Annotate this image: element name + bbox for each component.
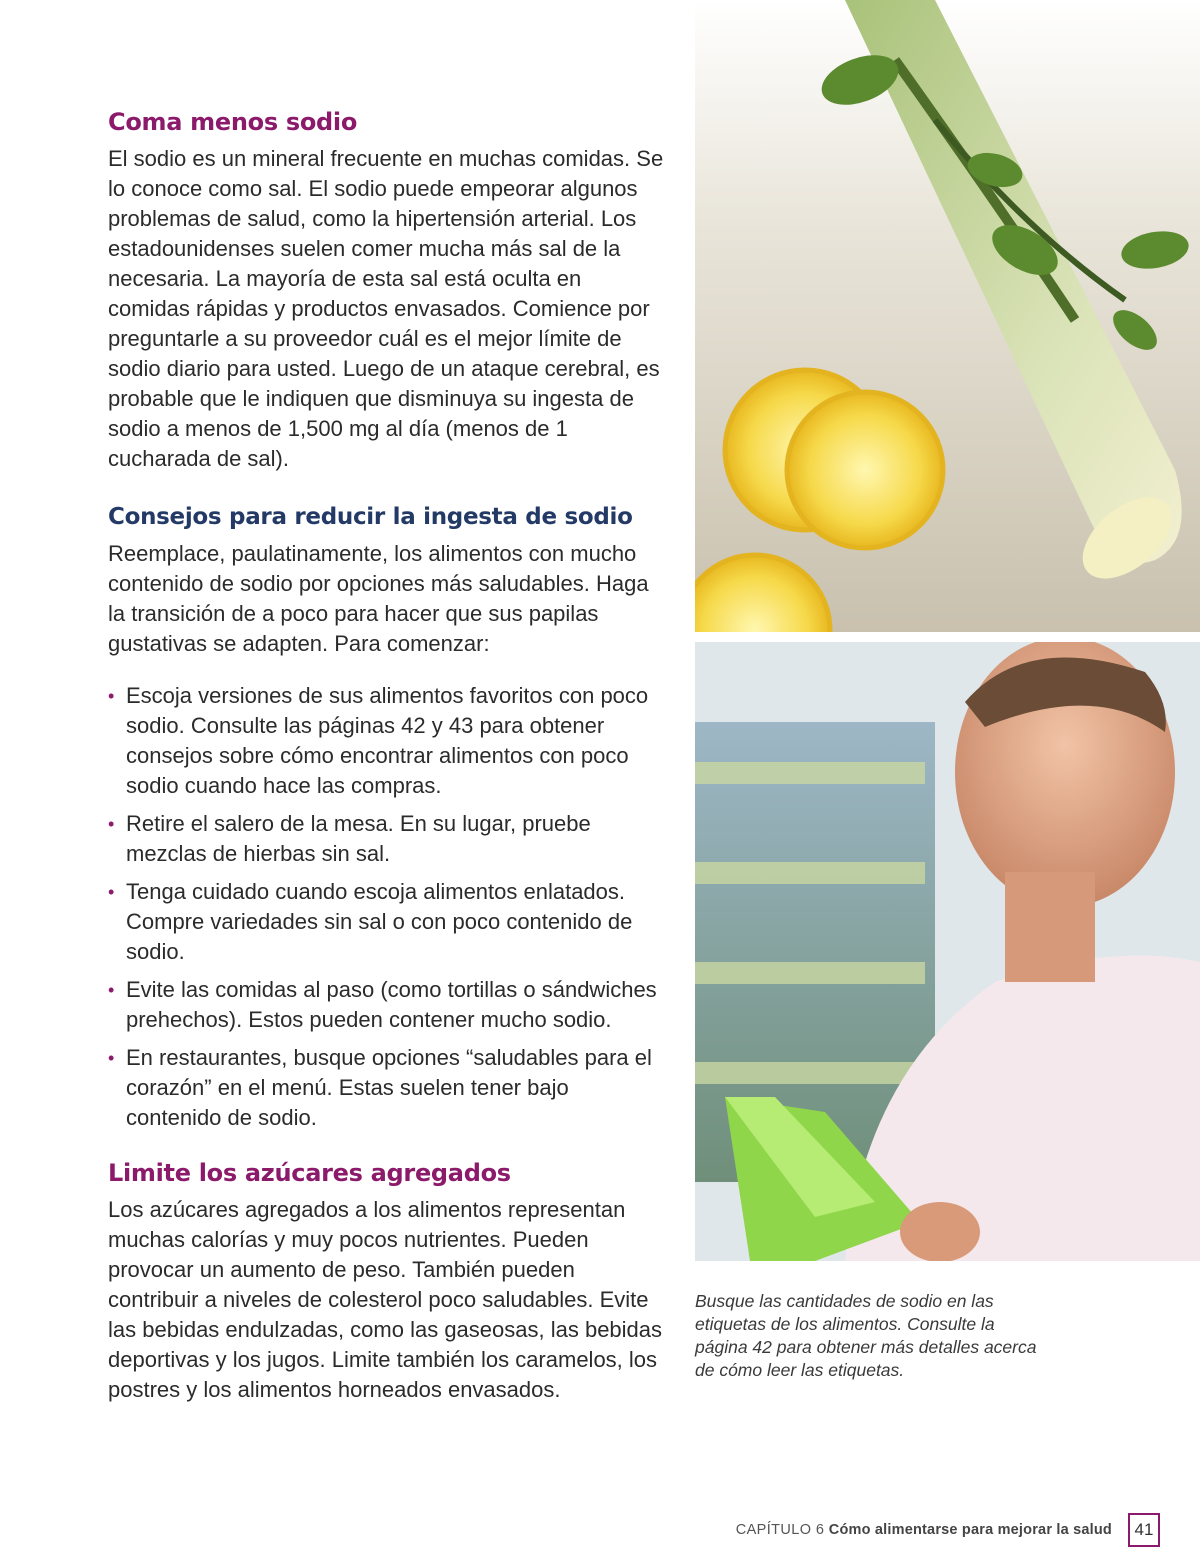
- bullet-icon: •: [108, 1048, 115, 1068]
- list-item-text: Tenga cuidado cuando escoja alimentos enlatados. Compre variedades sin sal o con poco contenido de sodio.: [126, 879, 633, 964]
- page-number: 41: [1128, 1513, 1160, 1547]
- chapter-title: Cómo alimentarse para mejorar la salud: [828, 1522, 1112, 1538]
- chapter-label: CAPÍTULO 6: [735, 1522, 825, 1538]
- tips-intro-paragraph: Reemplace, paulatinamente, los alimentos con mucho contenido de sodio por opciones más saludables. Haga la transición de a poco para hacer que sus papilas gustativas se adapten. Para comenzar:: [108, 541, 649, 656]
- man-reading-label-photo: [695, 642, 1200, 1261]
- bullet-icon: •: [108, 882, 115, 902]
- photo-caption: Busque las cantidades de sodio en las etiquetas de los alimentos. Consulte la página 42 para obtener más detalles acerca de cómo leer las etiquetas.: [695, 1291, 1037, 1380]
- list-item: [108, 877, 668, 967]
- main-text-column: [108, 106, 668, 1405]
- herbs-lemon-photo: [695, 0, 1200, 632]
- list-item: [108, 681, 668, 801]
- list-item-text: Retire el salero de la mesa. En su lugar, pruebe mezclas de hierbas sin sal.: [126, 811, 591, 866]
- sodium-heading: Coma menos sodio: [108, 108, 358, 136]
- bullet-icon: •: [108, 686, 115, 706]
- bullet-icon: •: [108, 814, 115, 834]
- tips-heading: Consejos para reducir la ingesta de sodio: [108, 504, 633, 530]
- tips-list: [108, 681, 668, 1133]
- list-item: [108, 1043, 668, 1133]
- list-item: [108, 809, 668, 869]
- list-item: [108, 975, 668, 1035]
- list-item-text: Evite las comidas al paso (como tortillas o sándwiches prehechos). Estos pueden contener mucho sodio.: [126, 977, 657, 1032]
- page-footer: [736, 1522, 1112, 1538]
- sodium-paragraph: El sodio es un mineral frecuente en muchas comidas. Se lo conoce como sal. El sodio puede empeorar algunos problemas de salud, como la hipertensión arterial. Los estadounidenses suelen comer mucha más sal de la necesaria. La mayoría de esta sal está oculta en comidas rápidas y productos envasados. Comience por preguntarle a su proveedor cuál es el mejor límite de sodio diario para usted. Luego de un ataque cerebral, es probable que le indiquen que disminuya su ingesta de sodio a menos de 1,500 mg al día (menos de 1 cucharada de sal).: [108, 146, 664, 471]
- list-item-text: En restaurantes, busque opciones “saludables para el corazón” en el menú. Estas suelen tener bajo contenido de sodio.: [126, 1045, 652, 1130]
- bullet-icon: •: [108, 980, 115, 1000]
- list-item-text: Escoja versiones de sus alimentos favoritos con poco sodio. Consulte las páginas 42 y 43 para obtener consejos sobre cómo encontrar alimentos con poco sodio cuando hace las compras.: [126, 683, 649, 798]
- sugars-paragraph: Los azúcares agregados a los alimentos representan muchas calorías y muy pocos nutrientes. Pueden provocar un aumento de peso. También pueden contribuir a niveles de colesterol poco saludables. Evite las bebidas endulzadas, como las gaseosas, las bebidas deportivas y los jugos. Limite también los caramelos, los postres y los alimentos horneados envasados.: [108, 1197, 663, 1402]
- sugars-heading: Limite los azúcares agregados: [108, 1159, 511, 1187]
